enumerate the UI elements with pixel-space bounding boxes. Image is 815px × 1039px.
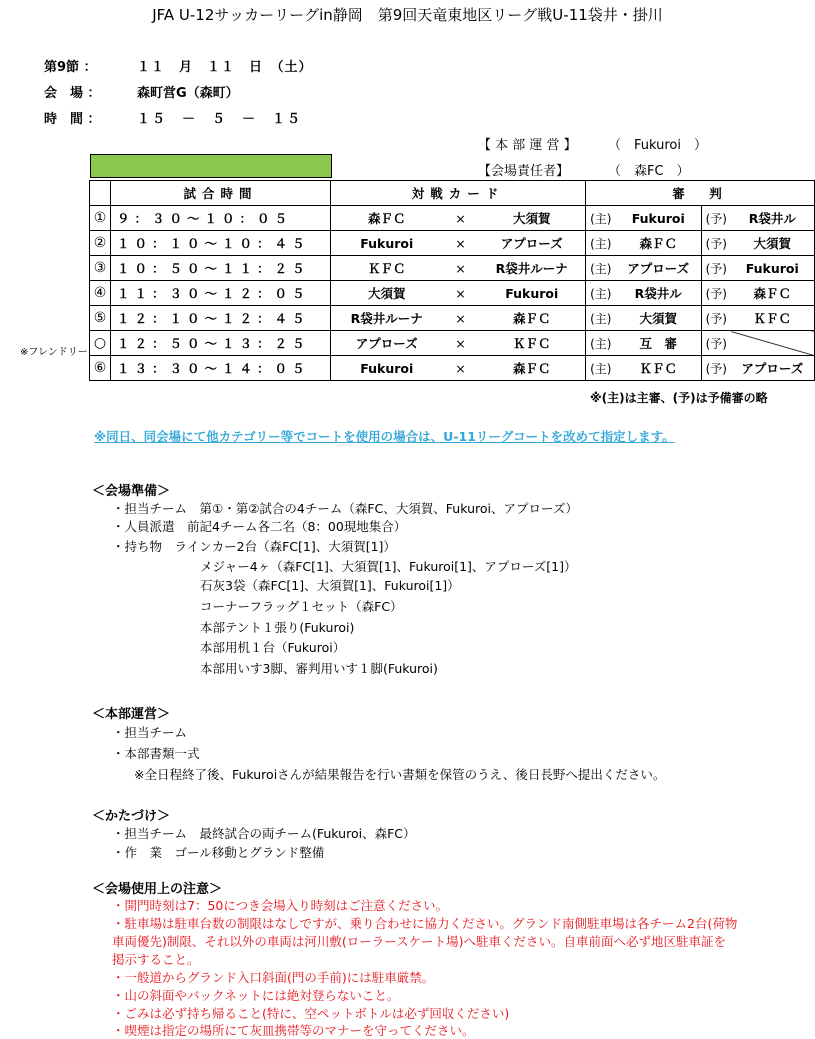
match-number: ⑥	[90, 356, 111, 381]
caution-line: ・山の斜面やバックネットには絶対登らないこと。	[112, 988, 400, 1003]
prep-line: ・人員派遣 前記4チーム各二名（8：00現地集合）	[112, 519, 407, 534]
match-number: ⑤	[90, 306, 111, 331]
sub-referee: R袋井ル	[731, 206, 815, 231]
prep-line: コーナーフラッグ１セット（森FC）	[200, 599, 403, 614]
team-b: Fukuroi	[479, 281, 586, 306]
match-time: １２：５０～１３：２５	[111, 331, 331, 356]
resp-label: 【会場責任者】	[478, 164, 570, 179]
match-time: １３：３０～１４：０５	[111, 356, 331, 381]
table-row	[90, 206, 815, 231]
sub-referee: ＫＦＣ	[731, 306, 815, 331]
prep-heading: ＜会場準備＞	[92, 484, 171, 499]
match-time: １２：１０～１２：４５	[111, 306, 331, 331]
sub-ref-mark: (予)	[702, 331, 731, 356]
round-label: 第9節 ：	[44, 60, 97, 75]
team-b: R袋井ルーナ	[479, 256, 586, 281]
time-value: １５ － ５ － １５	[137, 112, 303, 127]
vs-mark: ×	[443, 331, 479, 356]
sub-referee: Fukuroi	[731, 256, 815, 281]
table-row	[90, 306, 815, 331]
caution-line: ・一般道からグランド入口斜面(門の手前)には駐車厳禁。	[112, 970, 435, 985]
team-b: 大須賀	[479, 206, 586, 231]
main-ref-mark: (主)	[586, 306, 616, 331]
venue-label: 会 場 ：	[44, 86, 101, 101]
match-number: ①	[90, 206, 111, 231]
resp-value: （ 森FC ）	[608, 164, 690, 179]
caution-heading: ＜会場使用上の注意＞	[92, 882, 223, 897]
prep-line: 本部用机１台（Fukuroi）	[200, 640, 346, 655]
match-number: ③	[90, 256, 111, 281]
main-referee: 大須賀	[616, 306, 702, 331]
hq-value: （ Fukuroi ）	[608, 138, 707, 153]
prep-line: ・担当チーム 第①・第②試合の4チーム（森FC、大須賀、Fukuroi、アプローズ）	[112, 501, 578, 516]
caution-line: 車両優先)制限、それ以外の車両は河川敷(ローラースケート場)へ駐車ください。自車前面へ必ず地区駐車証を	[112, 934, 727, 949]
main-ref-mark: (主)	[586, 206, 616, 231]
team-b: ＫＦＣ	[479, 331, 586, 356]
sub-ref-mark: (予)	[702, 306, 731, 331]
cleanup-line: ・担当チーム 最終試合の両チーム(Fukuroi、森FC）	[112, 826, 416, 841]
team-a: 森ＦＣ	[331, 206, 443, 231]
cleanup-line: ・作 業 ゴール移動とグランド整備	[112, 845, 325, 860]
table-row	[90, 256, 815, 281]
table-row	[90, 231, 815, 256]
schedule-table	[89, 180, 815, 381]
team-a: R袋井ルーナ	[331, 306, 443, 331]
team-b: 森ＦＣ	[479, 306, 586, 331]
main-ref-mark: (主)	[586, 231, 616, 256]
caution-line: ・ごみは必ず持ち帰ること(特に、空ペットボトルは必ず回収ください)	[112, 1006, 510, 1021]
sub-referee	[731, 331, 815, 356]
hq-section-line: ・担当チーム	[112, 725, 188, 740]
match-time: １１：３０～１２：０５	[111, 281, 331, 306]
vs-mark: ×	[443, 356, 479, 381]
document-title: JFA U-12サッカーリーグin静岡 第9回天竜東地区リーグ戦U-11袋井・掛川	[152, 6, 663, 24]
table-row	[90, 281, 815, 306]
header-card: 対戦カード	[331, 181, 586, 206]
caution-line: ・駐車場は駐車台数の制限はなしですが、乗り合わせに協力ください。グランド南側駐車場は各チーム2台(荷物	[112, 916, 738, 931]
match-number: ②	[90, 231, 111, 256]
round-value: １１ 月 １１ 日 （土）	[137, 60, 313, 75]
prep-line: 本部用いす3脚、審判用いす１脚(Fukuroi)	[200, 661, 438, 676]
vs-mark: ×	[443, 281, 479, 306]
sub-referee: 大須賀	[731, 231, 815, 256]
team-b: 森ＦＣ	[479, 356, 586, 381]
main-ref-mark: (主)	[586, 256, 616, 281]
team-b: アプローズ	[479, 231, 586, 256]
caution-line: ・喫煙は指定の場所にて灰皿携帯等のマナーを守ってください。	[112, 1023, 475, 1038]
match-time: ９：３０～１０：０５	[111, 206, 331, 231]
header-time: 試合時間	[111, 181, 331, 206]
hq-label: 【 本 部 運 営 】	[478, 138, 577, 153]
sub-ref-mark: (予)	[702, 356, 731, 381]
header-ref: 審 判	[586, 181, 815, 206]
main-referee: アプローズ	[616, 256, 702, 281]
table-footnote: ※(主)は主審、(予)は予備審の略	[590, 391, 768, 405]
table-header-row	[90, 181, 815, 206]
friendly-note: ※フレンドリー	[20, 347, 88, 358]
prep-line: メジャー4ヶ（森FC[1]、大須賀[1]、Fukuroi[1]、アプローズ[1]）	[200, 559, 577, 574]
team-a: Fukuroi	[331, 231, 443, 256]
table-row	[90, 331, 815, 356]
team-a: ＫＦＣ	[331, 256, 443, 281]
header-blank	[90, 181, 111, 206]
sub-ref-mark: (予)	[702, 231, 731, 256]
match-time: １０：５０～１１：２５	[111, 256, 331, 281]
team-a: Fukuroi	[331, 356, 443, 381]
venue-value: 森町営G（森町）	[137, 86, 239, 101]
prep-line: ・持ち物 ラインカー2台（森FC[1]、大須賀[1]）	[112, 539, 396, 554]
match-number: ④	[90, 281, 111, 306]
vs-mark: ×	[443, 231, 479, 256]
main-referee: R袋井ル	[616, 281, 702, 306]
main-referee: 森ＦＣ	[616, 231, 702, 256]
prep-line: 本部テント１張り(Fukuroi)	[200, 620, 355, 635]
main-ref-mark: (主)	[586, 281, 616, 306]
match-number: ○	[90, 331, 111, 356]
green-bar	[90, 154, 332, 178]
main-referee: Fukuroi	[616, 206, 702, 231]
court-notice: ※同日、同会場にて他カテゴリー等でコートを使用の場合は、U-11リーグコートを改めて指定します。	[94, 429, 675, 444]
main-ref-mark: (主)	[586, 356, 616, 381]
prep-line: 石灰3袋（森FC[1]、大須賀[1]、Fukuroi[1]）	[200, 578, 460, 593]
team-a: アプローズ	[331, 331, 443, 356]
match-time: １０：１０～１０：４５	[111, 231, 331, 256]
team-a: 大須賀	[331, 281, 443, 306]
sub-referee: 森ＦＣ	[731, 281, 815, 306]
main-referee: 互 審	[616, 331, 702, 356]
time-label: 時 間 ：	[44, 112, 101, 127]
sub-ref-mark: (予)	[702, 256, 731, 281]
hq-section-line: ※全日程終了後、Fukuroiさんが結果報告を行い書類を保管のうえ、後日長野へ提出ください。	[134, 767, 666, 782]
caution-line: 掲示すること。	[112, 952, 200, 967]
vs-mark: ×	[443, 306, 479, 331]
vs-mark: ×	[443, 256, 479, 281]
sub-ref-mark: (予)	[702, 206, 731, 231]
cleanup-heading: ＜かたづけ＞	[92, 809, 171, 824]
hq-section-heading: ＜本部運営＞	[92, 707, 171, 722]
vs-mark: ×	[443, 206, 479, 231]
main-ref-mark: (主)	[586, 331, 616, 356]
sub-ref-mark: (予)	[702, 281, 731, 306]
main-referee: ＫＦＣ	[616, 356, 702, 381]
table-row	[90, 356, 815, 381]
hq-section-line: ・本部書類一式	[112, 746, 200, 761]
caution-line: ・開門時刻は7：50につき会場入り時刻はご注意ください。	[112, 898, 449, 913]
sub-referee: アプローズ	[731, 356, 815, 381]
